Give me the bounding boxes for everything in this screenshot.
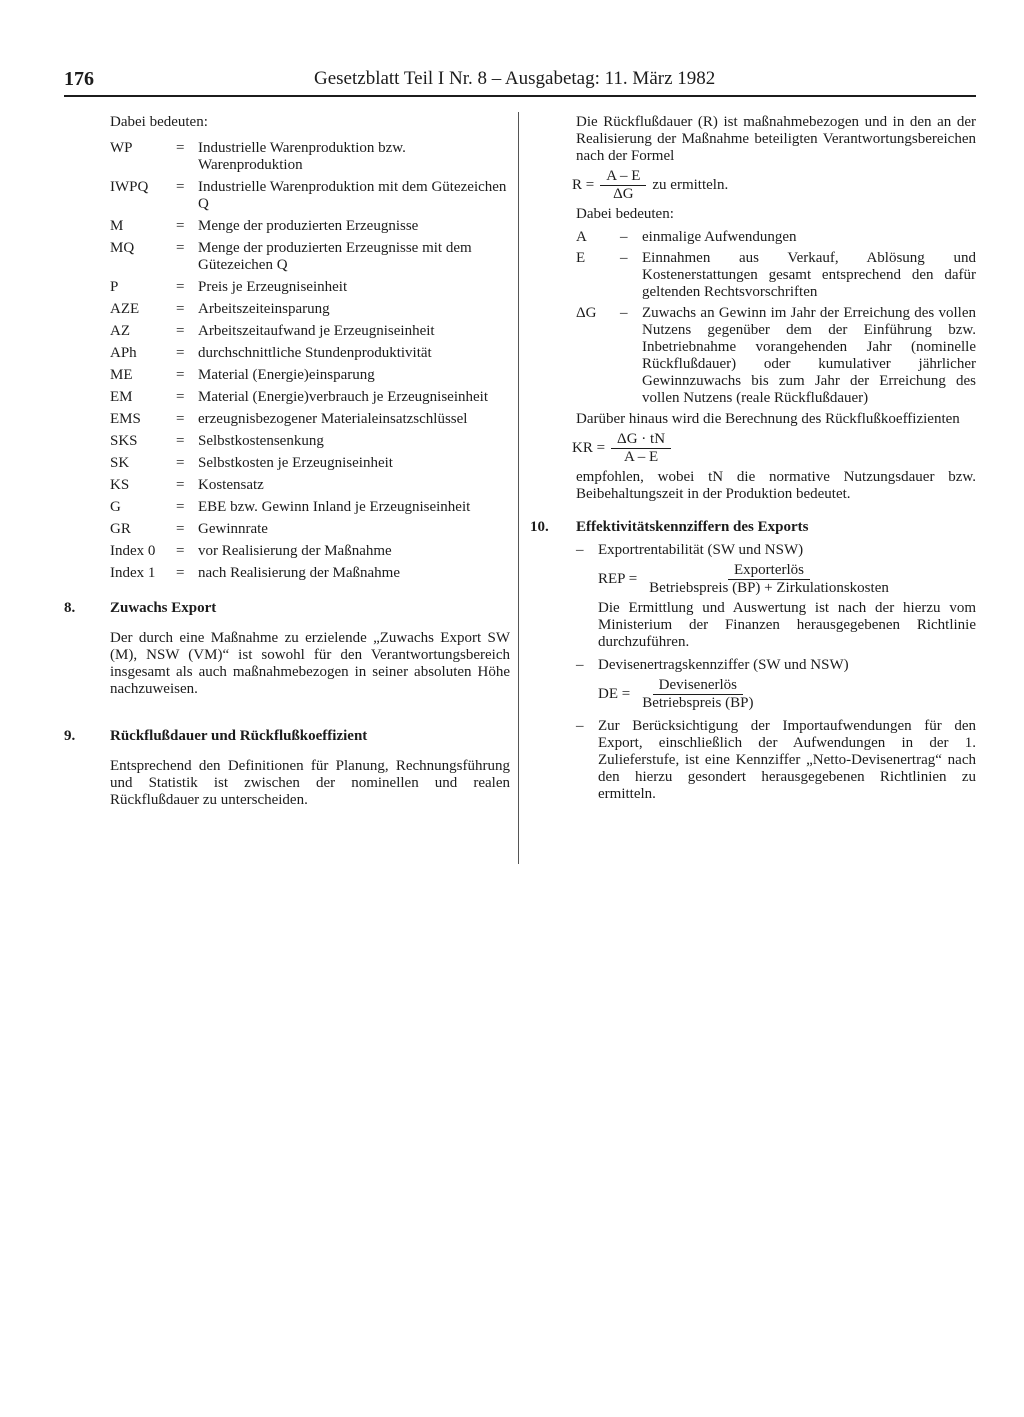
legend-row <box>64 301 510 318</box>
definition-dash: – <box>620 250 628 266</box>
legend-row <box>64 140 510 174</box>
legend-definition: vor Realisierung der Maßnahme <box>198 543 392 559</box>
ermittlung-text: Die Ermittlung und Auswertung ist nach der hierzu vom Ministerium der Finanzen herausgegebenen Richtlinie durchzuführen. <box>598 600 976 650</box>
formula-fraction <box>636 677 759 712</box>
item-dash: – <box>576 718 584 734</box>
legend-row <box>64 565 510 582</box>
legend-equals: = <box>176 389 185 405</box>
rueckfluss-intro: Die Rückflußdauer (R) ist maßnahmebezogen und in den an der Realisierung der Maßnahme beteiligten Verantwortungsbereichen nach der Formel <box>576 114 976 164</box>
legend-symbol: GR <box>110 521 131 537</box>
item-label: Exportrentabilität (SW und NSW) <box>598 542 804 558</box>
formula-lhs: REP = <box>598 571 638 587</box>
legend-definition: durchschnittliche Stundenproduktivität <box>198 345 432 361</box>
fraction-denominator: Betriebspreis (BP) <box>642 695 754 711</box>
legend-row <box>64 279 510 296</box>
legend-row <box>64 433 510 450</box>
definition-symbol: A <box>576 229 587 245</box>
formula-rep <box>530 562 976 597</box>
formula-lhs: DE = <box>598 686 631 702</box>
legend-row <box>64 240 510 274</box>
definition-text: einmalige Aufwendungen <box>642 229 797 245</box>
legend-definition: Material (Energie)einsparung <box>198 367 375 383</box>
legend-symbol: SK <box>110 455 130 471</box>
definitions-list <box>530 229 976 407</box>
formula-de <box>530 677 976 712</box>
page-header <box>64 68 976 94</box>
legend-definition: erzeugnisbezogener Materialeinsatzschlüssel <box>198 411 468 427</box>
fraction-numerator: A – E <box>600 168 646 186</box>
fraction-denominator: A – E <box>623 449 659 465</box>
section-10-heading <box>530 519 976 536</box>
right-column <box>530 114 976 803</box>
definition-symbol: E <box>576 250 586 266</box>
legend-equals: = <box>176 521 185 537</box>
section-number: 9. <box>64 728 76 744</box>
legend-definition: Preis je Erzeugniseinheit <box>198 279 348 295</box>
fraction-numerator: ΔG · tN <box>611 431 671 449</box>
definition-row <box>576 229 976 246</box>
definition-dash: – <box>620 305 628 321</box>
legend-equals: = <box>176 301 185 317</box>
legend-symbol: EMS <box>110 411 141 427</box>
formula-kr <box>530 431 976 466</box>
legend-symbol: ME <box>110 367 133 383</box>
fraction-denominator: ΔG <box>613 186 634 202</box>
section-title: Effektivitätskennziffern des Exports <box>576 519 809 535</box>
legend-definition: Selbstkostensenkung <box>198 433 324 449</box>
legend-equals: = <box>176 565 185 581</box>
legend-row <box>64 218 510 235</box>
item-dash: – <box>576 542 584 558</box>
legend-row <box>64 543 510 560</box>
legend-equals: = <box>176 140 185 156</box>
header-rule <box>64 95 976 97</box>
legend-definition: EBE bzw. Gewinn Inland je Erzeugniseinheit <box>198 499 471 515</box>
legend-intro: Dabei bedeuten: <box>110 114 208 130</box>
legend-equals: = <box>176 477 185 493</box>
fraction-numerator: Exporterlös <box>728 562 810 580</box>
legend-equals: = <box>176 240 185 256</box>
legend-row <box>64 389 510 406</box>
formula-tail: zu ermitteln. <box>652 177 729 193</box>
page-number: 176 <box>64 68 94 90</box>
legend-definition: Material (Energie)verbrauch je Erzeugniseinheit <box>198 389 489 405</box>
legend-symbol: AZE <box>110 301 140 317</box>
item-dash: – <box>576 657 584 673</box>
legend-symbol: M <box>110 218 124 234</box>
legend-definition: Menge der produzierten Erzeugnisse mit dem Gütezeichen Q <box>198 240 472 273</box>
legend-row <box>64 323 510 340</box>
definition-row <box>576 250 976 301</box>
item-netto-devisenertrag <box>576 718 976 803</box>
fraction-numerator: Devisenerlös <box>653 677 743 695</box>
legend-equals: = <box>176 345 185 361</box>
legend-row <box>64 477 510 494</box>
section-number: 8. <box>64 600 76 616</box>
definition-row <box>576 305 976 407</box>
running-title: Gesetzblatt Teil I Nr. 8 – Ausgabetag: 11. März 1982 <box>314 68 716 89</box>
legend-symbol: SKS <box>110 433 138 449</box>
definition-text: Zuwachs an Gewinn im Jahr der Erreichung des vollen Nutzens gegenüber dem der Einführung bzw. Inbetriebnahme vorangehenden Jahr (nominelle Rückflußdauer) oder kumulativer jährlicher Gewinnzuwachs bis zum Jahr der Erreichung des vollen Nutzens (reale Rückflußdauer) <box>642 305 976 406</box>
legend-definition: Arbeitszeiteinsparung <box>198 301 330 317</box>
legend-row <box>64 499 510 516</box>
legend-symbol: WP <box>110 140 133 156</box>
legend-symbol: APh <box>110 345 137 361</box>
legend-equals: = <box>176 218 185 234</box>
section-title: Zuwachs Export <box>110 600 217 616</box>
legend-row <box>64 521 510 538</box>
section-title: Rückflußdauer und Rückflußkoeffizient <box>110 728 368 744</box>
section-number: 10. <box>530 519 549 535</box>
legend-symbol: KS <box>110 477 130 493</box>
legend-equals: = <box>176 279 185 295</box>
legend-symbol: Index 1 <box>110 565 156 581</box>
formula-fraction <box>643 562 895 597</box>
formula-fraction <box>611 431 671 466</box>
legend-row <box>64 179 510 213</box>
defs-intro: Dabei bedeuten: <box>576 206 674 222</box>
legend-equals: = <box>176 179 185 195</box>
legend-equals: = <box>176 499 185 515</box>
legend-definition: Menge der produzierten Erzeugnisse <box>198 218 419 234</box>
legend-definition: Kostensatz <box>198 477 264 493</box>
legend-equals: = <box>176 323 185 339</box>
item-label: Devisenertragskennziffer (SW und NSW) <box>598 657 849 673</box>
legend-symbol: Index 0 <box>110 543 156 559</box>
item-exportrentabilitaet <box>576 542 976 559</box>
legend-symbol: P <box>110 279 119 295</box>
legend-definition: Industrielle Warenproduktion mit dem Gütezeichen Q <box>198 179 507 212</box>
definition-text: Einnahmen aus Verkauf, Ablösung und Kostenerstattungen gesamt entsprechend den dafür geltenden Rechtsvorschriften <box>642 250 976 300</box>
legend-definition: Gewinnrate <box>198 521 268 537</box>
legend-row <box>64 411 510 428</box>
legend-equals: = <box>176 411 185 427</box>
formula-lhs: R = <box>572 177 595 193</box>
legend-equals: = <box>176 455 185 471</box>
column-divider <box>518 112 519 864</box>
left-column <box>64 114 510 809</box>
legend-row <box>64 455 510 472</box>
formula-lhs: KR = <box>572 440 606 456</box>
item-devisenertrag <box>576 657 976 674</box>
legend-definition: Arbeitszeitaufwand je Erzeugniseinheit <box>198 323 435 339</box>
legend-symbol: MQ <box>110 240 135 256</box>
legend-definition: Industrielle Warenproduktion bzw. Warenproduktion <box>198 140 406 173</box>
legend-list <box>64 140 510 582</box>
definition-symbol: ΔG <box>576 305 597 321</box>
formula-fraction <box>600 168 646 203</box>
legend-symbol: IWPQ <box>110 179 149 195</box>
section-9-heading <box>64 728 510 745</box>
legend-symbol: EM <box>110 389 133 405</box>
koeffizient-text: empfohlen, wobei tN die normative Nutzungsdauer bzw. Beibehaltungszeit in der Produktion bedeutet. <box>576 469 976 502</box>
legend-symbol: AZ <box>110 323 130 339</box>
section-8-heading <box>64 600 510 617</box>
legend-definition: nach Realisierung der Maßnahme <box>198 565 401 581</box>
fraction-denominator: Betriebspreis (BP) + Zirkulationskosten <box>649 580 889 596</box>
formula-r <box>530 168 976 203</box>
legend-symbol: G <box>110 499 121 515</box>
legend-definition: Selbstkosten je Erzeugniseinheit <box>198 455 393 471</box>
legend-equals: = <box>176 433 185 449</box>
definition-dash: – <box>620 229 628 245</box>
section-8-text: Der durch eine Maßnahme zu erzielende „Zuwachs Export SW (M), NSW (VM)“ ist sowohl für den Verantwortungsbereich insgesamt als auch maßnahmebezogen in seiner absoluten Höhe nachzuweisen. <box>110 630 510 697</box>
koeffizient-intro: Darüber hinaus wird die Berechnung des Rückflußkoeffizienten <box>576 411 960 427</box>
legend-equals: = <box>176 543 185 559</box>
section-9-text: Entsprechend den Definitionen für Planung, Rechnungsführung und Statistik ist zwischen der nominellen und realen Rückflußdauer zu unterscheiden. <box>110 758 510 808</box>
legend-equals: = <box>176 367 185 383</box>
item-label: Zur Berücksichtigung der Importaufwendungen für den Export, einschließlich der Aufwendungen in der 1. Zulieferstufe, ist eine Kennziffer „Netto-Devisenertrag“ nach den hierzu gesondert herausgegebenen Richtlinien zu ermitteln. <box>598 718 976 802</box>
legend-row <box>64 367 510 384</box>
legend-row <box>64 345 510 362</box>
